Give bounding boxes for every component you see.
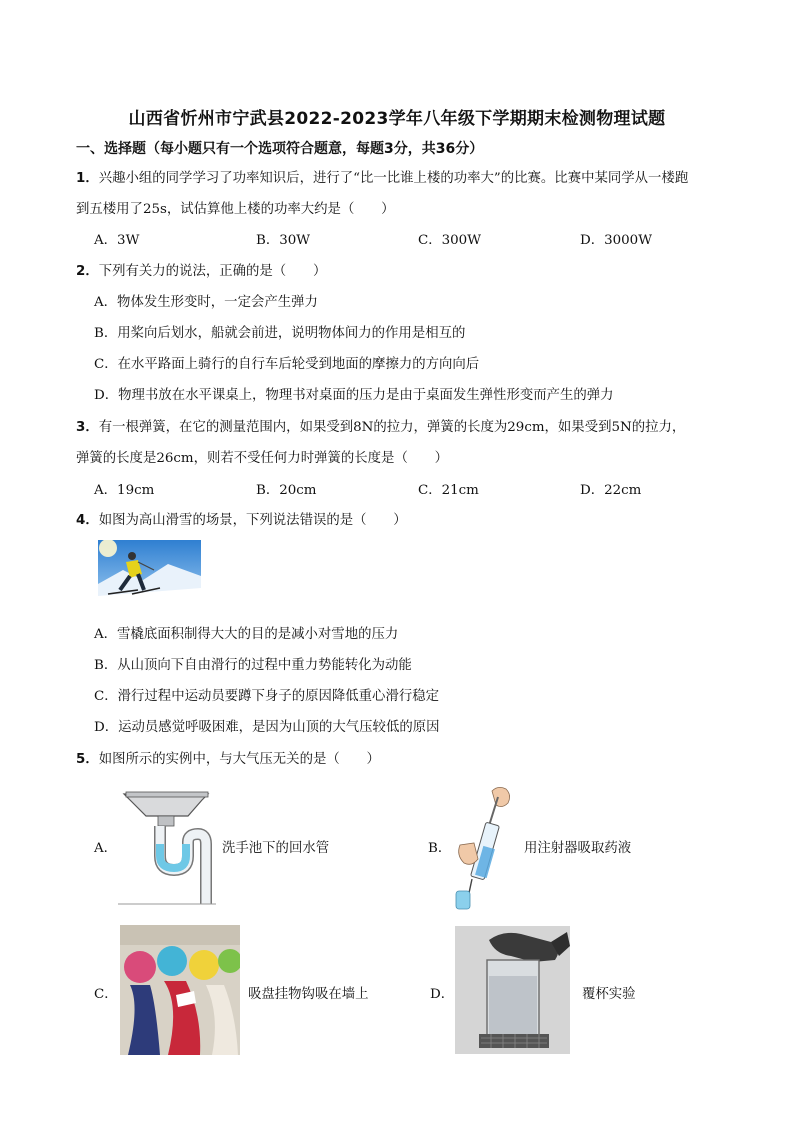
option-c-caption: 吸盘挂物钩吸在墙上 xyxy=(248,987,369,1002)
section-heading: 一、选择题（每小题只有一个选项符合题意，每题3分，共36分） xyxy=(76,141,484,157)
question-text: 下列有关力的说法，正确的是（ ） xyxy=(98,264,327,279)
option-d: D．运动员感觉呼吸困难，是因为山顶的大气压较低的原因 xyxy=(94,720,440,735)
option-d: D．3000W xyxy=(580,233,652,248)
option-b: B．30W xyxy=(256,233,311,248)
question-text: 有一根弹簧，在它的测量范围内，如果受到8N的拉力，弹簧的长度为29cm，如果受到5N的拉力， xyxy=(98,420,686,435)
page-title: 山西省忻州市宁武县2022-2023学年八年级下学期期末检测物理试题 xyxy=(128,109,666,129)
option-b: B．从山顶向下自由滑行的过程中重力势能转化为动能 xyxy=(94,658,412,673)
question-4 xyxy=(76,509,407,528)
option-c: C．300W xyxy=(418,233,481,248)
option-a: A．雪橇底面积制得大大的目的是减小对雪地的压力 xyxy=(94,627,399,642)
question-text-line: 到五楼用了25s，试估算他上楼的功率大约是（ ） xyxy=(76,202,395,217)
option-b-letter: B． xyxy=(428,841,452,856)
question-number: 4． xyxy=(76,513,99,528)
option-a: A．3W xyxy=(94,233,140,248)
option-c: C．在水平路面上骑行的自行车后轮受到地面的摩擦力的方向向后 xyxy=(94,357,480,372)
option-d: D．22cm xyxy=(580,483,642,498)
question-1 xyxy=(76,167,688,186)
question-text-line: 弹簧的长度是26cm，则若不受任何力时弹簧的长度是（ ） xyxy=(76,451,448,466)
question-3 xyxy=(76,416,685,435)
option-d-caption: 覆杯实验 xyxy=(582,987,636,1002)
option-c: C．滑行过程中运动员要蹲下身子的原因降低重心滑行稳定 xyxy=(94,689,440,704)
question-2 xyxy=(76,260,326,279)
option-a: A．19cm xyxy=(94,483,155,498)
question-text: 兴趣小组的同学学习了功率知识后，进行了“比一比谁上楼的功率大”的比赛。比赛中某同学从一楼跑 xyxy=(98,171,689,186)
question-number: 2． xyxy=(76,264,99,279)
option-a: A．物体发生形变时，一定会产生弹力 xyxy=(94,295,318,310)
question-text: 如图所示的实例中，与大气压无关的是（ ） xyxy=(98,752,380,767)
option-c: C．21cm xyxy=(418,483,479,498)
skier-photo xyxy=(98,540,201,611)
option-b: B．20cm xyxy=(256,483,317,498)
question-number: 1． xyxy=(76,171,99,186)
inverted-cup-experiment-photo xyxy=(455,926,570,1054)
suction-cup-hooks-photo xyxy=(120,925,240,1055)
option-a-caption: 洗手池下的回水管 xyxy=(222,841,330,856)
question-5 xyxy=(76,748,380,767)
option-c-letter: C． xyxy=(94,987,118,1002)
sink-drain-pipe-figure xyxy=(118,788,216,906)
question-number: 5． xyxy=(76,752,99,767)
question-number: 3． xyxy=(76,420,99,435)
option-b: B．用桨向后划水，船就会前进，说明物体间力的作用是相互的 xyxy=(94,326,466,341)
question-text: 如图为高山滑雪的场景，下列说法错误的是（ ） xyxy=(98,513,407,528)
option-b-caption: 用注射器吸取药液 xyxy=(524,841,632,856)
option-a-letter: A． xyxy=(94,841,118,856)
option-d-letter: D． xyxy=(430,987,455,1002)
option-d: D．物理书放在水平课桌上，物理书对桌面的压力是由于桌面发生弹性形变而产生的弹力 xyxy=(94,388,614,403)
syringe-figure xyxy=(454,783,520,911)
